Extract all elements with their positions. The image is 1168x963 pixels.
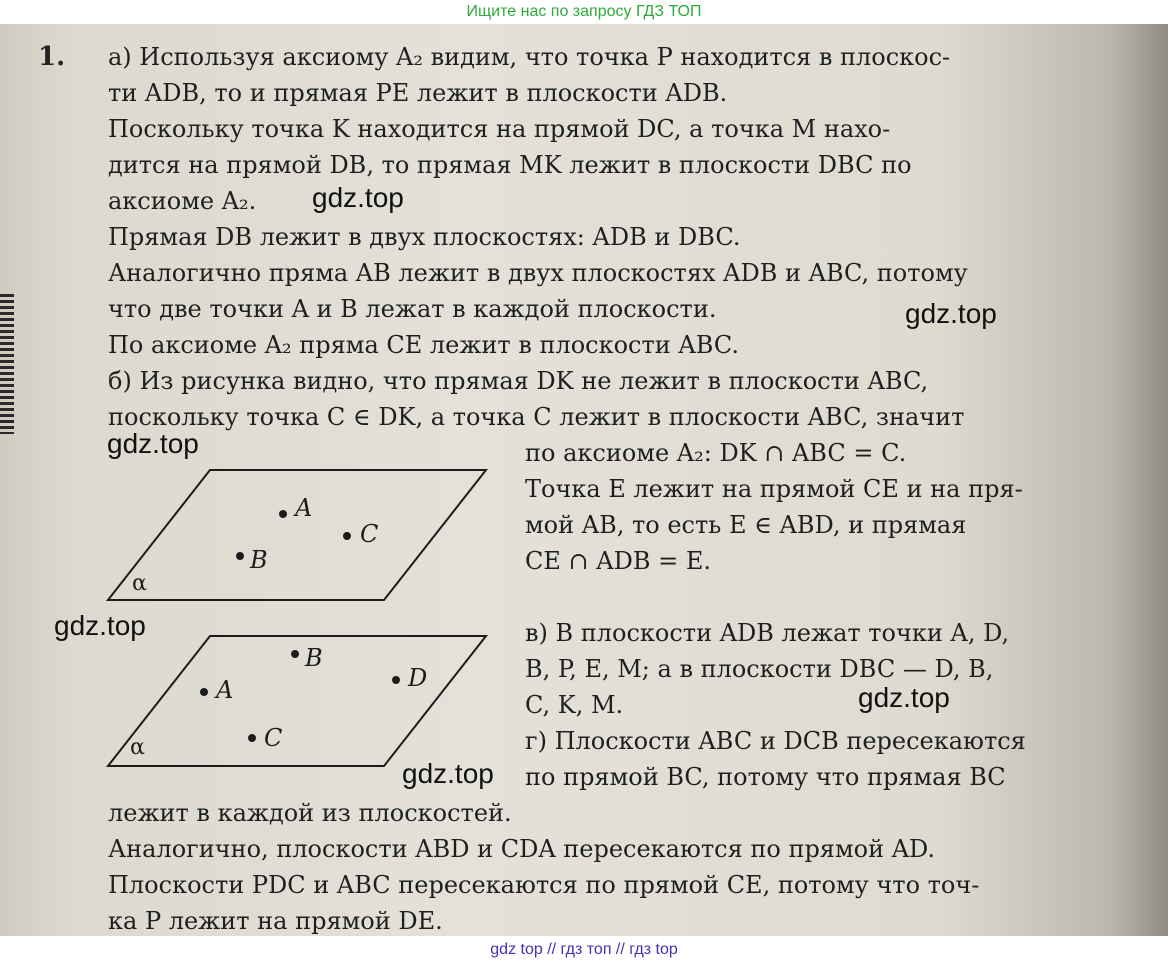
text-line-22: Аналогично, плоскости ABD и CDA пересекаются по прямой AD. (108, 835, 936, 863)
watermark: gdz.top (402, 758, 494, 789)
watermark: gdz.top (905, 298, 997, 329)
text-line-23: Плоскости PDC и ABC пересекаются по прямой CE, потому что точ- (108, 871, 980, 899)
text-line-9: По аксиоме A₂ пряма CE лежит в плоскости ABC. (108, 331, 739, 359)
text-line-7: Аналогично пряма AB лежит в двух плоскостях ADB и ABC, потому (108, 259, 968, 287)
point-b-1 (236, 552, 244, 560)
text-line-8: что две точки A и B лежат в каждой плоскости. (108, 295, 717, 323)
text-line-19: г) Плоскости ABC и DCB пересекаются (525, 727, 1026, 755)
text-line-5: аксиоме A₂. (108, 187, 257, 215)
top-banner[interactable]: Ищите нас по запросу ГДЗ ТОП (0, 0, 1168, 24)
point-label-b-2: B (305, 644, 323, 672)
text-line-2: ти ADB, то и прямая PE лежит в плоскости ADB. (108, 79, 728, 107)
text-line-21: лежит в каждой из плоскостей. (108, 799, 512, 827)
text-line-20: по прямой BC, потому что прямая BC (525, 763, 1006, 791)
problem-number: 1. (38, 42, 66, 72)
point-label-a-1: A (295, 494, 313, 522)
text-line-24: ка P лежит на прямой DE. (108, 907, 443, 935)
point-label-c-2: C (264, 724, 283, 752)
plane-label-1: α (132, 571, 147, 596)
text-line-10: б) Из рисунка видно, что прямая DK не лежит в плоскости ABC, (108, 367, 929, 395)
point-c-1 (343, 532, 351, 540)
watermark: gdz.top (54, 610, 146, 641)
figure-plane-2 (100, 630, 500, 770)
point-a-2 (200, 688, 208, 696)
watermark: gdz.top (107, 428, 199, 459)
text-line-6: Прямая DB лежит в двух плоскостях: ADB и DBC. (108, 223, 741, 251)
textbook-page (0, 24, 1168, 936)
point-label-c-1: C (360, 520, 379, 548)
text-line-15: CE ∩ ADB = E. (525, 547, 711, 575)
point-d-2 (392, 676, 400, 684)
watermark: gdz.top (858, 682, 950, 713)
point-label-a-2: A (216, 676, 234, 704)
plane-label-2: α (130, 735, 145, 760)
text-line-13: Точка E лежит на прямой CE и на пря- (525, 475, 1023, 503)
plane-1-parallelogram (108, 470, 486, 600)
text-line-14: мой AB, то есть E ∈ ABD, и прямая (525, 511, 967, 539)
text-line-4: дится на прямой DB, то прямая MK лежит в плоскости DBC по (108, 151, 912, 179)
text-line-17: B, P, E, M; а в плоскости DBC — D, B, (525, 655, 994, 683)
watermark: gdz.top (312, 182, 404, 213)
point-label-d-2: D (408, 664, 428, 692)
text-line-12: по аксиоме A₂: DK ∩ ABC = C. (525, 439, 907, 467)
point-a-1 (279, 510, 287, 518)
point-b-2 (291, 650, 299, 658)
point-label-b-1: B (250, 546, 268, 574)
text-line-1: а) Используя аксиому A₂ видим, что точка P находится в плоскос- (108, 43, 951, 71)
text-line-3: Поскольку точка K находится на прямой DC, а точка M нахо- (108, 115, 891, 143)
text-line-11: поскольку точка C ∈ DK, а точка C лежит в плоскости ABC, значит (108, 403, 965, 431)
page-binding (0, 294, 14, 434)
bottom-banner[interactable]: gdz top // гдз топ // гдз top (0, 936, 1168, 963)
text-line-18: C, K, M. (525, 691, 624, 719)
text-line-16: в) В плоскости ADB лежат точки A, D, (525, 619, 1010, 647)
figure-plane-1 (100, 464, 500, 604)
point-c-2 (248, 734, 256, 742)
